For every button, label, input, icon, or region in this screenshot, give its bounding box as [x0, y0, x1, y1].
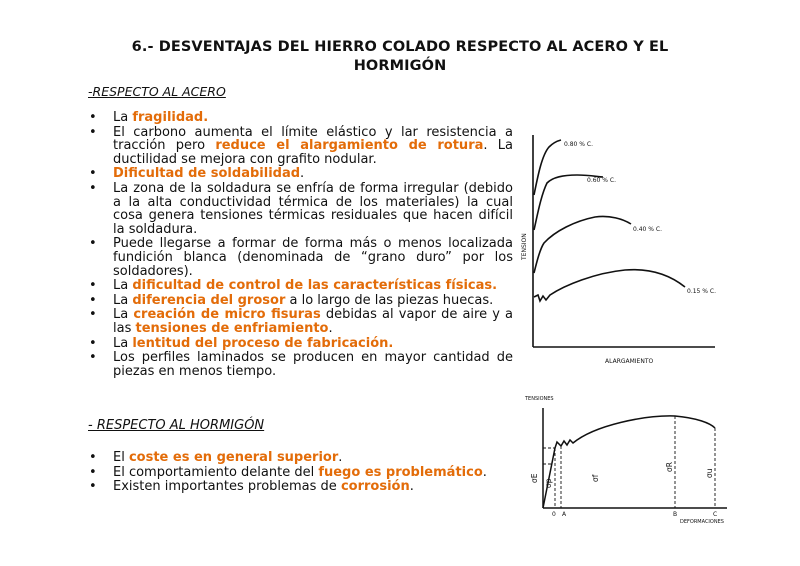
list-item: • La diferencia del grosor a lo largo de las piezas huecas.	[88, 294, 513, 308]
y-axis-label: TENSION	[521, 233, 528, 260]
curve-040c	[534, 216, 631, 273]
point-label-0: 0	[552, 511, 556, 518]
list-item: • Existen importantes problemas de corrosión.	[88, 480, 528, 494]
title-line-1: 6.- DESVENTAJAS DEL HIERRO COLADO RESPECTO AL ACERO Y EL	[131, 39, 669, 55]
stress-label-f: σf	[591, 474, 600, 482]
point-label-c: C	[713, 511, 718, 518]
steel-carbon-stress-strain-figure	[515, 125, 725, 375]
list-item: • Puede llegarse a formar de forma más o menos localizada fundición blanca (denominada de “grano duro” por los soldadores).	[88, 237, 513, 278]
x-axis-label: DEFORMACIONES	[680, 519, 724, 525]
curve-label-060c: 0.60 % C.	[587, 177, 616, 184]
page-title	[80, 38, 720, 76]
list-item: • La fragilidad.	[88, 111, 513, 125]
curve-015c	[534, 270, 685, 301]
curve-label-015c: 0.15 % C.	[687, 288, 716, 295]
stress-label-u: σu	[705, 468, 714, 478]
list-item: • El carbono aumenta el límite elástico y lar resistencia a tracción pero reduce el alargamiento de rotura. La ductilidad se mejora con grafito nodular.	[88, 126, 513, 167]
disadvantages-vs-steel-list	[88, 111, 513, 379]
list-item: • La dificultad de control de las características físicas.	[88, 279, 513, 293]
curve-label-040c: 0.40 % C.	[633, 226, 662, 233]
y-axis-label: TENSIONES	[525, 396, 554, 402]
stress-label-p: σp	[544, 478, 553, 488]
list-item: • El coste es en general superior.	[88, 451, 528, 465]
stress-curve	[543, 416, 715, 508]
list-item: • La creación de micro fisuras debidas al vapor de aire y a las tensiones de enfriamiento.	[88, 308, 513, 335]
list-item: • El comportamiento delante del fuego es problemático.	[88, 466, 528, 480]
x-axis-label: ALARGAMIENTO	[605, 358, 654, 365]
stress-label-e: σE	[530, 473, 539, 483]
title-line-2: HORMIGÓN	[353, 58, 447, 74]
stress-deformation-figure	[515, 390, 735, 525]
list-item: • Dificultad de soldabilidad.	[88, 167, 513, 181]
point-label-b: B	[673, 511, 678, 518]
point-label-a: A	[562, 511, 567, 518]
curve-label-080c: 0.80 % C.	[564, 141, 593, 148]
stress-label-r: σR	[665, 462, 674, 472]
list-item: • La lentitud del proceso de fabricación.	[88, 337, 513, 351]
section-heading-hormigon: - RESPECTO AL HORMIGÓN	[88, 418, 265, 433]
list-item: • Los perfiles laminados se producen en mayor cantidad de piezas en menos tiempo.	[88, 351, 513, 378]
curve-080c	[534, 140, 561, 195]
section-heading-acero: -RESPECTO AL ACERO	[88, 84, 226, 99]
disadvantages-vs-concrete-list	[88, 451, 528, 495]
list-item: • La zona de la soldadura se enfría de forma irregular (debido a la alta conductividad térmica de los materiales) la cual cosa genera tensiones térmicas residuales que hacen difícil la soldadura.	[88, 182, 513, 236]
